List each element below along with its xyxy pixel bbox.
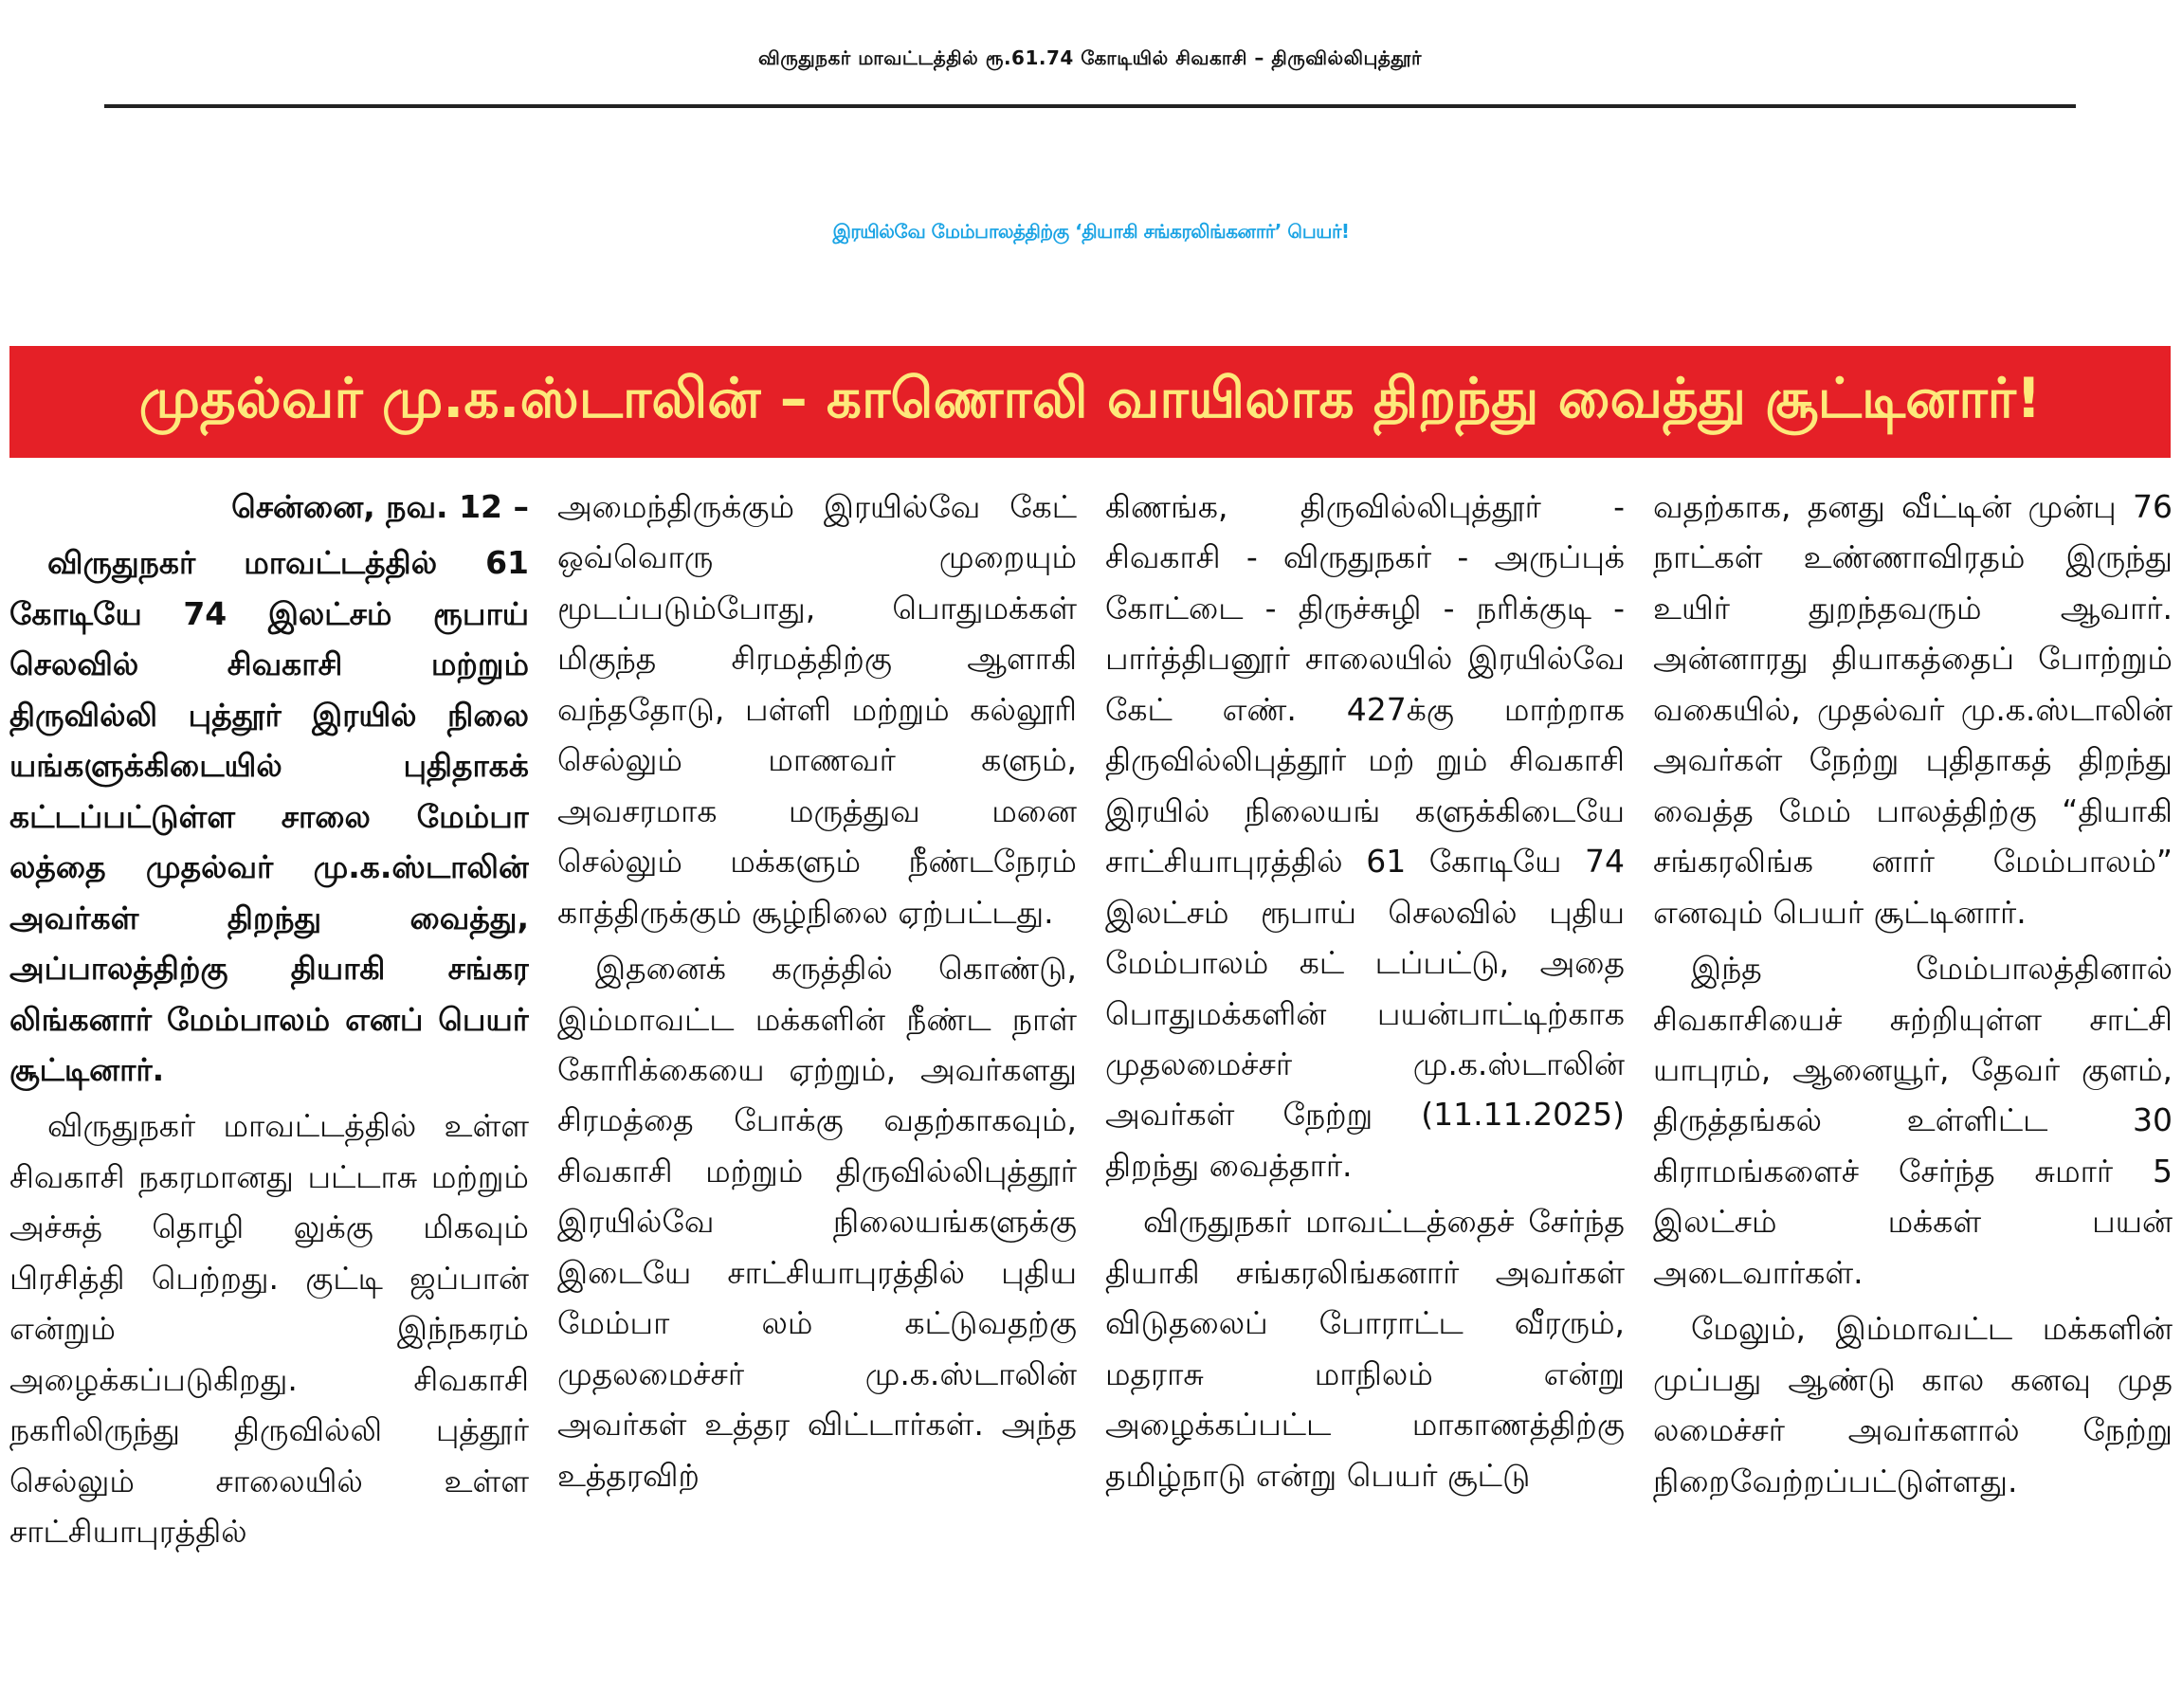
lead-paragraph: விருதுநகர் மாவட்டத்தில் 61 கோடியே 74 இலட்சம் ரூபாய் செலவில் சிவகாசி மற்றும் திருவில்லி புத்தூர் இரயில் நிலை யங்களுக்கிடையில் புதிதாகக் கட்டப்பட்டுள்ள சாலை மேம்பா லத்தை முதல்வர் மு.க.ஸ்டாலின் அவர்கள் திறந்து வைத்து, அப்பாலத்திற்கு தியாகி சங்கர லிங்கனார் மேம்பாலம் எனப் பெயர் சூட்டினார்.	[9, 544, 529, 1088]
article-column-3	[1105, 482, 1625, 1685]
paragraph: இதனைக் கருத்தில் கொண்டு, இம்மாவட்ட மக்களின் நீண்ட நாள் கோரிக்கையை ஏற்றும், அவர்களது சிரமத்தை போக்கு வதற்காகவும், சிவகாசி மற்றும் திருவில்லிபுத்தூர் இரயில்வே நிலையங்களுக்கு இடையே சாட்சியாபுரத்தில் புதிய மேம்பா லம் கட்டுவதற்கு முதலமைச்சர் மு.க.ஸ்டாலின் அவர்கள் உத்தர விட்டார்கள். அந்த உத்தரவிற்	[557, 950, 1077, 1494]
article-column-1	[9, 482, 529, 1685]
article-body	[9, 482, 2173, 1685]
article-column-2	[557, 482, 1077, 1685]
main-headline: இரயில்வே மேம்பாலத்திற்கு ‘தியாகி சங்கரலிங்கனார்’ பெயர்!	[832, 219, 1350, 243]
dateline: சென்னை, நவ. 12 –	[231, 488, 529, 525]
paragraph: மேலும், இம்மாவட்ட மக்களின் முப்பது ஆண்டு கால கனவு முத லமைச்சர் அவர்களால் நேற்று நிறைவேற்றப்பட்டுள்ளது.	[1653, 1310, 2173, 1499]
paragraph: கிணங்க, திருவில்லிபுத்தூர் - சிவகாசி - விருதுநகர் - அருப்புக் கோட்டை - திருச்சுழி - நரிக்குடி - பார்த்திபனூர் சாலையில் இரயில்வே கேட் எண். 427க்கு மாற்றாக திருவில்லிபுத்தூர் மற் றும் சிவகாசி இரயில் நிலையங் களுக்கிடையே சாட்சியாபுரத்தில் 61 கோடியே 74 இலட்சம் ரூபாய் செலவில் புதிய மேம்பாலம் கட் டப்பட்டு, அதை பொதுமக்களின் பயன்பாட்டிற்காக முதலமைச்சர் மு.க.ஸ்டாலின் அவர்கள் நேற்று (11.11.2025) திறந்து வைத்தார்.	[1105, 488, 1625, 1184]
paragraph: அமைந்திருக்கும் இரயில்வே கேட் ஒவ்வொரு முறையும் மூடப்படும்போது, பொதுமக்கள் மிகுந்த சிரமத்திற்கு ஆளாகி வந்ததோடு, பள்ளி மற்றும் கல்லூரி செல்லும் மாணவர் களும், அவசரமாக மருத்துவ மனை செல்லும் மக்களும் நீண்டநேரம் காத்திருக்கும் சூழ்நிலை ஏற்பட்டது.	[557, 488, 1077, 931]
paragraph: விருதுநகர் மாவட்டத்தில் உள்ள சிவகாசி நகரமானது பட்டாசு மற்றும் அச்சுத் தொழி லுக்கு மிகவும் பிரசித்தி பெற்றது. குட்டி ஜப்பான் என்றும் இந்நகரம் அழைக்கப்படுகிறது. சிவகாசி நகரிலிருந்து திருவில்லி புத்தூர் செல்லும் சாலையில் உள்ள சாட்சியாபுரத்தில்	[9, 1107, 529, 1551]
paragraph: வதற்காக, தனது வீட்டின் முன்பு 76 நாட்கள் உண்ணாவிரதம் இருந்து உயிர் துறந்தவரும் ஆவார். அன்னாரது தியாகத்தைப் போற்றும் வகையில், முதல்வர் மு.க.ஸ்டாலின் அவர்கள் நேற்று புதிதாகத் திறந்து வைத்த மேம் பாலத்திற்கு “தியாகி சங்கரலிங்க னார் மேம்பாலம்” எனவும் பெயர் சூட்டினார்.	[1653, 488, 2173, 931]
paragraph: இந்த மேம்பாலத்தினால் சிவகாசியைச் சுற்றியுள்ள சாட்சி யாபுரம், ஆனையூர், தேவர் குளம், திருத்தங்கல் உள்ளிட்ட 30 கிராமங்களைச் சேர்ந்த சுமார் 5 இலட்சம் மக்கள் பயன் அடைவார்கள்.	[1653, 950, 2173, 1291]
kicker-headline: விருதுநகர் மாவட்டத்தில் ரூ.61.74 கோடியில் சிவகாசி – திருவில்லிபுத்தூர்	[104, 13, 2076, 108]
subheadline-bar	[9, 346, 2171, 458]
subheadline-text: முதல்வர் மு.க.ஸ்டாலின் – காணொலி வாயிலாக திறந்து வைத்து சூட்டினார்!	[138, 366, 2042, 430]
paragraph: விருதுநகர் மாவட்டத்தைச் சேர்ந்த தியாகி சங்கரலிங்கனார் அவர்கள் விடுதலைப் போராட்ட வீரரும், மதராசு மாநிலம் என்று அழைக்கப்பட்ட மாகாணத்திற்கு தமிழ்நாடு என்று பெயர் சூட்டு	[1105, 1203, 1625, 1494]
article-column-4	[1653, 482, 2173, 1685]
